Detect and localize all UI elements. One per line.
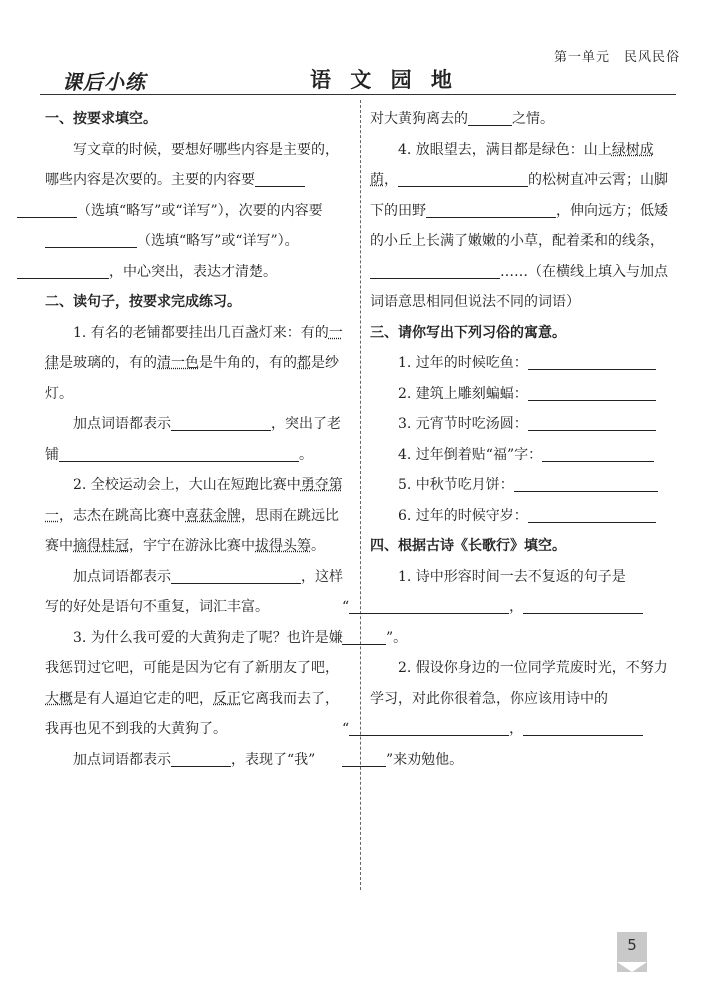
s1-text-3: （选填“略写”或“详写”）。 <box>137 233 299 249</box>
question-1-answer <box>45 409 345 470</box>
fill-blank[interactable] <box>17 262 109 279</box>
q2-dotted: 摘得桂冠 <box>73 538 129 554</box>
q2-text: ，宇宁在游泳比赛中 <box>129 538 255 554</box>
q4-text: ， <box>384 172 398 188</box>
question-3-answer <box>45 745 345 776</box>
question-3 <box>45 623 345 745</box>
fill-blank[interactable] <box>528 353 656 370</box>
fill-blank[interactable] <box>523 597 643 614</box>
right-column <box>342 104 675 775</box>
column-divider <box>360 100 361 890</box>
fill-blank[interactable] <box>468 109 512 126</box>
page-title: 语 文 园 地 <box>310 67 458 92</box>
fill-blank[interactable] <box>514 475 658 492</box>
fill-blank[interactable] <box>528 414 656 431</box>
q1-dotted-3: 都 <box>297 355 311 371</box>
page-number: 5 <box>627 936 637 954</box>
fill-blank[interactable] <box>171 750 231 767</box>
custom-item-1 <box>398 348 675 379</box>
fill-blank[interactable] <box>370 262 500 279</box>
q1-ans-text: 。 <box>299 446 313 463</box>
q1-text: 是纱灯。 <box>45 355 339 402</box>
fill-blank[interactable] <box>17 201 77 218</box>
q1-ans-text: 加点词语都表示 <box>73 416 171 432</box>
s1-text-4: ，中心突出，表达才清楚。 <box>109 263 277 280</box>
section-1-text <box>45 135 345 288</box>
section-1-title: 一、按要求填空。 <box>45 111 157 127</box>
q2-text: ，思雨在跳远比赛中 <box>45 507 339 554</box>
question-2-answer <box>45 562 345 623</box>
fill-blank[interactable] <box>542 445 654 462</box>
poem-question-1 <box>342 562 675 654</box>
q1-dotted-2: 清一色 <box>157 355 199 371</box>
q3-text: 它离我而去了，我再也见不到我的大黄狗了。 <box>45 690 339 737</box>
question-3-continued <box>370 104 675 135</box>
q4-text: ，伸向远方；低矮的小丘上长满了嫩嫩的小草，配着柔和的线条， <box>370 202 668 249</box>
quote-close: ”来劝勉他。 <box>386 751 464 768</box>
s1-text-1: 写文章的时候，要想好哪些内容是主要的，哪些内容是次要的。主要的内容要 <box>45 141 339 188</box>
custom-label: 4. 过年倒着贴“福”字： <box>398 446 543 463</box>
brand-title: 课后小练 <box>62 70 146 94</box>
comma: ， <box>509 721 524 737</box>
fill-blank[interactable] <box>349 597 509 614</box>
custom-item-3 <box>398 409 675 440</box>
q3-cont-text: 之情。 <box>512 111 554 127</box>
quote-mark: “ <box>342 599 350 615</box>
fill-blank[interactable] <box>528 384 656 401</box>
q3-cont-text: 对大黄狗离去的 <box>370 111 468 127</box>
q3-ans-text: 加点词语都表示 <box>73 751 171 768</box>
q1-dotted-1: 一律 <box>45 324 343 371</box>
question-2 <box>45 470 345 562</box>
q2-text: ，志杰在跳高比赛中 <box>59 507 185 524</box>
q1-text: 是玻璃的，有的 <box>59 355 157 371</box>
section-3-title: 三、请你写出下列习俗的寓意。 <box>370 324 566 341</box>
q2-dotted: 勇夺第一 <box>45 477 343 524</box>
section-2-title: 二、读句子，按要求完成练习。 <box>45 294 241 310</box>
fill-blank[interactable] <box>426 201 556 218</box>
custom-label: 5. 中秋节吃月饼： <box>398 477 514 493</box>
quote-close: ”。 <box>386 629 408 646</box>
q2-ans-text: 加点词语都表示 <box>73 568 171 585</box>
q2-ans-text: ，这样写的好处是语句不重复，词汇丰富。 <box>45 568 343 615</box>
fill-blank[interactable] <box>523 719 643 736</box>
quote-mark: “ <box>342 721 350 737</box>
q2-dotted: 喜获金牌 <box>185 507 241 524</box>
section-4-title: 四、根据古诗《长歌行》填空。 <box>370 538 566 554</box>
q4-text: 4. 放眼望去，满目都是绿色：山上 <box>398 141 612 158</box>
customs-list <box>370 348 675 531</box>
page-number-tab <box>617 932 647 972</box>
q1-ans-text: ，突出了老铺 <box>45 416 341 463</box>
q3-dotted: 反正 <box>213 690 241 707</box>
custom-item-5 <box>398 470 675 501</box>
fill-blank[interactable] <box>171 567 301 584</box>
unit-label: 第一单元 民风民俗 <box>553 50 680 65</box>
custom-label: 2. 建筑上雕刻蝙蝠： <box>398 385 528 402</box>
fill-blank[interactable] <box>342 750 386 767</box>
header-rule <box>40 94 676 95</box>
fill-blank[interactable] <box>59 445 299 462</box>
fill-blank[interactable] <box>528 506 656 523</box>
question-4 <box>370 135 675 318</box>
fill-blank[interactable] <box>45 231 137 248</box>
comma: ， <box>509 599 524 615</box>
fill-blank[interactable] <box>398 170 528 187</box>
fill-blank[interactable] <box>349 719 509 736</box>
q4-text: ……（在横线上填入与加点词语意思相同但说法不同的词语） <box>370 263 668 310</box>
left-column <box>45 104 345 775</box>
custom-item-4 <box>398 440 675 471</box>
custom-item-2 <box>398 379 675 410</box>
fill-blank[interactable] <box>171 414 271 431</box>
s1-text-2: （选填“略写”或“详写”），次要的内容要 <box>77 202 323 219</box>
q4-dotted: 绿树成荫 <box>370 141 654 188</box>
question-1 <box>45 318 345 410</box>
q2-text: 。 <box>311 538 325 554</box>
custom-label: 1. 过年的时候吃鱼： <box>398 355 528 371</box>
q4-text: 的松树直冲云霄；山脚下的田野 <box>370 172 668 219</box>
poem-q2-text: 2. 假设你身边的一位同学荒废时光，不努力学习，对此你很着急，你应该用诗中的 <box>370 660 668 707</box>
q3-text: 是有人逼迫它走的吧， <box>73 690 213 707</box>
custom-label: 6. 过年的时候守岁： <box>398 507 528 524</box>
poem-q1-text: 1. 诗中形容时间一去不复返的句子是 <box>398 568 626 585</box>
q2-text: 2. 全校运动会上，大山在短跑比赛中 <box>73 477 301 493</box>
q3-text: 3. 为什么我可爱的大黄狗走了呢？也许是嫌我惩罚过它吧，可能是因为它有了新朋友了吧， <box>45 629 343 676</box>
custom-item-6 <box>398 501 675 532</box>
custom-label: 3. 元宵节时吃汤圆： <box>398 416 528 432</box>
q3-ans-text: ，表现了“我” <box>231 751 316 768</box>
q3-dotted: 大概 <box>45 690 73 707</box>
q1-text: 是牛角的，有的 <box>199 355 297 371</box>
q2-dotted: 拔得头筹 <box>255 538 311 554</box>
fill-blank[interactable] <box>255 170 305 187</box>
fill-blank[interactable] <box>342 628 386 645</box>
tab-notch <box>617 962 647 972</box>
poem-question-2 <box>342 653 675 775</box>
q1-text: 1. 有名的老铺都要挂出几百盏灯来：有的 <box>73 324 329 341</box>
